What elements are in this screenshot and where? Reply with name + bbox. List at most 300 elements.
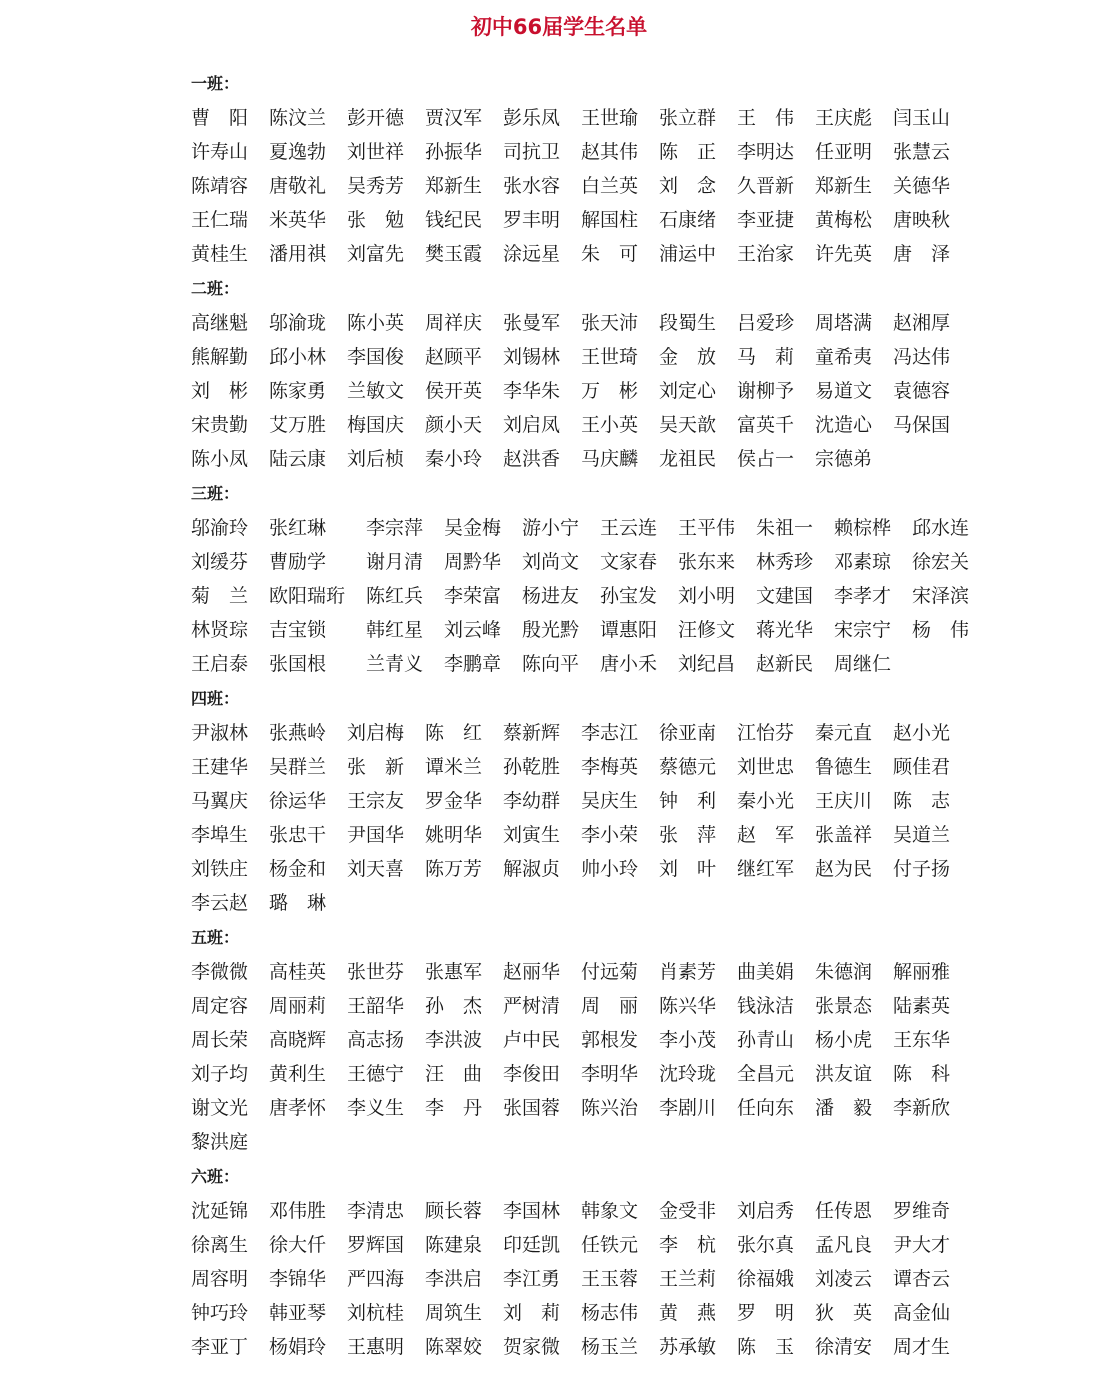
student-name: 刘小明 (678, 585, 736, 607)
student-name: 刘世忠 (737, 756, 795, 778)
student-name: 赵为民 (815, 858, 873, 880)
student-name: 赖棕桦 (834, 517, 892, 539)
student-name: 闫玉山 (893, 107, 951, 129)
student-name: 高晓辉 (269, 1029, 327, 1051)
student-name: 张 萍 (659, 824, 717, 846)
student-name: 沈延锦 (191, 1200, 249, 1222)
student-name: 李梅英 (581, 756, 639, 778)
student-name: 沈玲珑 (659, 1063, 717, 1085)
student-name: 李国林 (503, 1200, 561, 1222)
student-name: 刘启凤 (503, 414, 561, 436)
student-name: 徐离生 (191, 1234, 249, 1256)
student-name: 殷光黔 (522, 619, 580, 641)
student-name: 王兰莉 (659, 1268, 717, 1290)
student-name: 兰敏文 (347, 380, 405, 402)
student-name: 卢中民 (503, 1029, 561, 1051)
student-name: 周才生 (893, 1336, 951, 1358)
student-name: 龙祖民 (659, 448, 717, 470)
student-name: 高志扬 (347, 1029, 405, 1051)
name-row (191, 579, 1071, 613)
student-name: 曹励学 (269, 551, 327, 573)
student-name: 钱纪民 (425, 209, 483, 231)
student-name: 刘启秀 (737, 1200, 795, 1222)
class-heading: 二班： (191, 279, 240, 298)
student-name: 陈 科 (893, 1063, 951, 1085)
student-name: 文家春 (600, 551, 658, 573)
student-name: 吴道兰 (893, 824, 951, 846)
student-name: 秦元直 (815, 722, 873, 744)
student-name: 刘缓芬 (191, 551, 249, 573)
student-name: 任向东 (737, 1097, 795, 1119)
student-name: 宋宗宁 (834, 619, 892, 641)
student-name: 关德华 (893, 175, 951, 197)
student-name: 王建华 (191, 756, 249, 778)
student-name: 刘尚文 (522, 551, 580, 573)
student-name: 李锦华 (269, 1268, 327, 1290)
student-name: 李洪启 (425, 1268, 483, 1290)
student-name: 邱水连 (912, 517, 970, 539)
student-name: 艾万胜 (269, 414, 327, 436)
student-name: 马 莉 (737, 346, 795, 368)
student-name: 唐映秋 (893, 209, 951, 231)
student-name: 孙振华 (425, 141, 483, 163)
student-name: 兰青义 (366, 653, 424, 675)
name-row (191, 750, 1071, 784)
student-name: 杨金和 (269, 858, 327, 880)
student-name: 王庆川 (815, 790, 873, 812)
name-row (191, 955, 1071, 989)
student-name: 王东华 (893, 1029, 951, 1051)
student-name: 郑新生 (425, 175, 483, 197)
student-name: 李小茂 (659, 1029, 717, 1051)
name-row (191, 886, 1071, 920)
student-name: 杨小虎 (815, 1029, 873, 1051)
student-name: 李埠生 (191, 824, 249, 846)
name-row (191, 408, 1071, 442)
student-name: 王玉蓉 (581, 1268, 639, 1290)
student-name: 徐宏关 (912, 551, 970, 573)
student-name: 李清忠 (347, 1200, 405, 1222)
class-section (191, 921, 1071, 1159)
student-name: 王云连 (600, 517, 658, 539)
name-row (191, 989, 1071, 1023)
student-name: 李志江 (581, 722, 639, 744)
name-row (191, 442, 1071, 476)
student-name: 谢文光 (191, 1097, 249, 1119)
student-name: 万 彬 (581, 380, 639, 402)
student-name: 李 丹 (425, 1097, 483, 1119)
student-name: 高金仙 (893, 1302, 951, 1324)
student-name: 李云赵 (191, 892, 249, 914)
student-name: 严树清 (503, 995, 561, 1017)
student-name: 付子扬 (893, 858, 951, 880)
class-section (191, 67, 1071, 271)
student-name: 富英千 (737, 414, 795, 436)
student-name: 杨娟玲 (269, 1336, 327, 1358)
student-name: 徐亚南 (659, 722, 717, 744)
student-name: 黎洪庭 (191, 1131, 249, 1153)
student-name: 张慧云 (893, 141, 951, 163)
student-name: 颜小天 (425, 414, 483, 436)
student-name: 徐福娥 (737, 1268, 795, 1290)
student-name: 李江勇 (503, 1268, 561, 1290)
name-row (191, 818, 1071, 852)
student-name: 王仁瑞 (191, 209, 249, 231)
student-name: 韩红星 (366, 619, 424, 641)
student-name: 菊 兰 (191, 585, 249, 607)
student-name: 刘寅生 (503, 824, 561, 846)
student-name: 张曼军 (503, 312, 561, 334)
student-name: 罗维奇 (893, 1200, 951, 1222)
student-name: 马保国 (893, 414, 951, 436)
student-name: 刘富先 (347, 243, 405, 265)
student-name: 李小荣 (581, 824, 639, 846)
student-name: 尹国华 (347, 824, 405, 846)
student-name: 邓伟胜 (269, 1200, 327, 1222)
student-name: 王 伟 (737, 107, 795, 129)
student-name: 刘 彬 (191, 380, 249, 402)
student-name: 陈小凤 (191, 448, 249, 470)
student-name: 侯占一 (737, 448, 795, 470)
name-row (191, 1262, 1071, 1296)
student-name: 陈 正 (659, 141, 717, 163)
name-row (191, 1091, 1071, 1125)
student-name: 刘世祥 (347, 141, 405, 163)
student-name: 贾汉军 (425, 107, 483, 129)
student-name: 秦小光 (737, 790, 795, 812)
student-name: 唐孝怀 (269, 1097, 327, 1119)
student-name: 邬渝玲 (191, 517, 249, 539)
student-name: 罗辉国 (347, 1234, 405, 1256)
student-name: 宋泽滨 (912, 585, 970, 607)
student-name: 顾佳君 (893, 756, 951, 778)
student-name: 周 丽 (581, 995, 639, 1017)
student-name: 洪友谊 (815, 1063, 873, 1085)
student-name: 李明达 (737, 141, 795, 163)
student-name: 付远菊 (581, 961, 639, 983)
student-name: 潘 毅 (815, 1097, 873, 1119)
name-row (191, 852, 1071, 886)
student-name: 文建国 (756, 585, 814, 607)
student-name: 李剧川 (659, 1097, 717, 1119)
student-name: 李国俊 (347, 346, 405, 368)
student-name: 全昌元 (737, 1063, 795, 1085)
student-name: 王世琦 (581, 346, 639, 368)
student-name: 李亚捷 (737, 209, 795, 231)
student-name: 陈靖容 (191, 175, 249, 197)
name-row (191, 1125, 1071, 1159)
student-name: 黄 燕 (659, 1302, 717, 1324)
student-name: 陈 红 (425, 722, 483, 744)
student-name: 金 放 (659, 346, 717, 368)
student-name: 李孝才 (834, 585, 892, 607)
student-name: 尹大才 (893, 1234, 951, 1256)
student-name: 任传恩 (815, 1200, 873, 1222)
student-name: 蔡德元 (659, 756, 717, 778)
name-row (191, 511, 1071, 545)
student-name: 许先英 (815, 243, 873, 265)
student-name: 王治家 (737, 243, 795, 265)
student-name: 郭根发 (581, 1029, 639, 1051)
student-name: 江怡芬 (737, 722, 795, 744)
name-row (191, 101, 1071, 135)
student-name: 白兰英 (581, 175, 639, 197)
student-name: 刘 莉 (503, 1302, 561, 1324)
class-heading: 四班： (191, 689, 240, 708)
student-name: 涂远星 (503, 243, 561, 265)
student-name: 彭开德 (347, 107, 405, 129)
student-name: 高继魁 (191, 312, 249, 334)
student-name: 梅国庆 (347, 414, 405, 436)
student-name: 张燕岭 (269, 722, 327, 744)
student-name: 肖素芳 (659, 961, 717, 983)
student-name: 李华朱 (503, 380, 561, 402)
student-name: 唐小禾 (600, 653, 658, 675)
name-row (191, 237, 1071, 271)
student-name: 曲美娟 (737, 961, 795, 983)
student-name: 赵小光 (893, 722, 951, 744)
student-name: 唐 泽 (893, 243, 951, 265)
student-name: 严四海 (347, 1268, 405, 1290)
name-row (191, 1228, 1071, 1262)
student-name: 赵丽华 (503, 961, 561, 983)
student-name: 鲁德生 (815, 756, 873, 778)
student-name: 张天沛 (581, 312, 639, 334)
student-name: 帅小玲 (581, 858, 639, 880)
name-row (191, 1296, 1071, 1330)
student-name: 张景态 (815, 995, 873, 1017)
student-name: 陈小英 (347, 312, 405, 334)
student-name: 许寿山 (191, 141, 249, 163)
student-name: 朱祖一 (756, 517, 814, 539)
student-name: 刘后桢 (347, 448, 405, 470)
student-name: 杨志伟 (581, 1302, 639, 1324)
student-name: 王宗友 (347, 790, 405, 812)
student-name: 浦运中 (659, 243, 717, 265)
student-name: 潘用祺 (269, 243, 327, 265)
student-name: 石康绪 (659, 209, 717, 231)
student-name: 罗丰明 (503, 209, 561, 231)
student-name: 刘子均 (191, 1063, 249, 1085)
class-heading: 三班： (191, 484, 240, 503)
student-name: 陈万芳 (425, 858, 483, 880)
student-name: 钟 利 (659, 790, 717, 812)
student-name: 宋贵勤 (191, 414, 249, 436)
student-name: 郑新生 (815, 175, 873, 197)
student-name: 张盖祥 (815, 824, 873, 846)
student-name: 米英华 (269, 209, 327, 231)
page-title: 初中66届学生名单 (470, 15, 648, 39)
student-name: 王德宁 (347, 1063, 405, 1085)
student-name: 解国柱 (581, 209, 639, 231)
student-name: 黄桂生 (191, 243, 249, 265)
student-name: 刘启梅 (347, 722, 405, 744)
student-name: 周容明 (191, 1268, 249, 1290)
student-name: 王世瑜 (581, 107, 639, 129)
class-heading: 一班： (191, 74, 240, 93)
student-name: 周长荣 (191, 1029, 249, 1051)
student-name: 狄 英 (815, 1302, 873, 1324)
class-section (191, 272, 1071, 476)
student-name: 袁德容 (893, 380, 951, 402)
student-name: 陈翠姣 (425, 1336, 483, 1358)
student-name: 谭米兰 (425, 756, 483, 778)
student-name: 李明华 (581, 1063, 639, 1085)
student-name: 欧阳瑞珩 (269, 585, 346, 607)
class-heading: 六班： (191, 1167, 240, 1186)
student-name: 杨玉兰 (581, 1336, 639, 1358)
name-row (191, 374, 1071, 408)
student-name: 解丽雅 (893, 961, 951, 983)
student-name: 马翼庆 (191, 790, 249, 812)
student-name: 张国蓉 (503, 1097, 561, 1119)
student-name: 张东来 (678, 551, 736, 573)
student-name: 李 杭 (659, 1234, 717, 1256)
student-name: 顾长蓉 (425, 1200, 483, 1222)
student-name: 贺家微 (503, 1336, 561, 1358)
student-name: 陆云康 (269, 448, 327, 470)
student-name: 周筑生 (425, 1302, 483, 1324)
student-name: 王启泰 (191, 653, 249, 675)
student-name: 宗德弟 (815, 448, 873, 470)
student-name: 张水容 (503, 175, 561, 197)
student-name: 张世芬 (347, 961, 405, 983)
student-name: 李俊田 (503, 1063, 561, 1085)
student-name: 周祥庆 (425, 312, 483, 334)
student-name: 杨进友 (522, 585, 580, 607)
student-name: 孙宝发 (600, 585, 658, 607)
student-name: 朱 可 (581, 243, 639, 265)
student-name: 李微微 (191, 961, 249, 983)
student-name: 吉宝锁 (269, 619, 327, 641)
student-name: 陈建泉 (425, 1234, 483, 1256)
student-name: 李幼群 (503, 790, 561, 812)
student-name: 王平伟 (678, 517, 736, 539)
student-name: 继红军 (737, 858, 795, 880)
student-name: 张立群 (659, 107, 717, 129)
student-name: 汪修文 (678, 619, 736, 641)
student-name: 汪 曲 (425, 1063, 483, 1085)
student-name: 张红琳 (269, 517, 327, 539)
student-name: 印廷凯 (503, 1234, 561, 1256)
student-name: 周丽莉 (269, 995, 327, 1017)
student-name: 吴庆生 (581, 790, 639, 812)
student-name: 李宗萍 (366, 517, 424, 539)
name-row (191, 1330, 1071, 1364)
student-name: 孙青山 (737, 1029, 795, 1051)
student-name: 杨 伟 (912, 619, 970, 641)
student-name: 孟凡良 (815, 1234, 873, 1256)
student-name: 任亚明 (815, 141, 873, 163)
student-name: 陈向平 (522, 653, 580, 675)
student-name: 吕爱珍 (737, 312, 795, 334)
name-row (191, 340, 1071, 374)
student-name: 刘 念 (659, 175, 717, 197)
student-name: 熊解勤 (191, 346, 249, 368)
student-name: 吴天歆 (659, 414, 717, 436)
student-name: 陈兴华 (659, 995, 717, 1017)
student-name: 刘 叶 (659, 858, 717, 880)
class-section (191, 1160, 1071, 1364)
student-name: 李鹏章 (444, 653, 502, 675)
name-row (191, 716, 1071, 750)
student-name: 邬渝珑 (269, 312, 327, 334)
student-name: 朱德润 (815, 961, 873, 983)
student-name: 蒋光华 (756, 619, 814, 641)
name-row (191, 545, 1071, 579)
student-name: 蔡新辉 (503, 722, 561, 744)
student-name: 姚明华 (425, 824, 483, 846)
student-name: 赵顾平 (425, 346, 483, 368)
student-name: 张国根 (269, 653, 327, 675)
student-name: 韩亚琴 (269, 1302, 327, 1324)
student-name: 周继仁 (834, 653, 892, 675)
student-name: 徐运华 (269, 790, 327, 812)
student-name: 易道文 (815, 380, 873, 402)
student-name: 曹 阳 (191, 107, 249, 129)
student-name: 陆素英 (893, 995, 951, 1017)
name-row (191, 203, 1071, 237)
student-name: 任铁元 (581, 1234, 639, 1256)
student-name: 王惠明 (347, 1336, 405, 1358)
name-row (191, 1057, 1071, 1091)
student-name: 陈家勇 (269, 380, 327, 402)
name-row (191, 306, 1071, 340)
student-name: 刘定心 (659, 380, 717, 402)
student-name: 陈兴治 (581, 1097, 639, 1119)
student-name: 樊玉霞 (425, 243, 483, 265)
student-name: 刘铁庄 (191, 858, 249, 880)
class-section (191, 477, 1071, 681)
student-name: 王庆彪 (815, 107, 873, 129)
student-name: 夏逸勃 (269, 141, 327, 163)
student-name: 马庆麟 (581, 448, 639, 470)
student-name: 张忠干 (269, 824, 327, 846)
student-name: 金受非 (659, 1200, 717, 1222)
student-name: 陈红兵 (366, 585, 424, 607)
student-name: 璐 琳 (269, 892, 327, 914)
student-name: 王小英 (581, 414, 639, 436)
student-name: 张尔真 (737, 1234, 795, 1256)
student-name: 童希夷 (815, 346, 873, 368)
student-name: 彭乐凤 (503, 107, 561, 129)
student-name: 吴秀芳 (347, 175, 405, 197)
student-name: 赵湘厚 (893, 312, 951, 334)
student-name: 邓素琼 (834, 551, 892, 573)
student-name: 刘天喜 (347, 858, 405, 880)
student-name: 孙 杰 (425, 995, 483, 1017)
student-name: 赵新民 (756, 653, 814, 675)
student-name: 张 新 (347, 756, 405, 778)
class-section (191, 682, 1071, 920)
student-name: 李亚丁 (191, 1336, 249, 1358)
student-name: 谭杏云 (893, 1268, 951, 1290)
student-name: 韩象文 (581, 1200, 639, 1222)
name-row (191, 169, 1071, 203)
student-name: 罗 明 (737, 1302, 795, 1324)
student-name: 段蜀生 (659, 312, 717, 334)
student-name: 冯达伟 (893, 346, 951, 368)
name-row (191, 1023, 1071, 1057)
student-name: 徐大仟 (269, 1234, 327, 1256)
student-name: 赵 军 (737, 824, 795, 846)
student-name: 陈 志 (893, 790, 951, 812)
student-name: 游小宁 (522, 517, 580, 539)
student-name: 张惠军 (425, 961, 483, 983)
student-name: 司抗卫 (503, 141, 561, 163)
student-name: 张 勉 (347, 209, 405, 231)
student-name: 赵洪香 (503, 448, 561, 470)
